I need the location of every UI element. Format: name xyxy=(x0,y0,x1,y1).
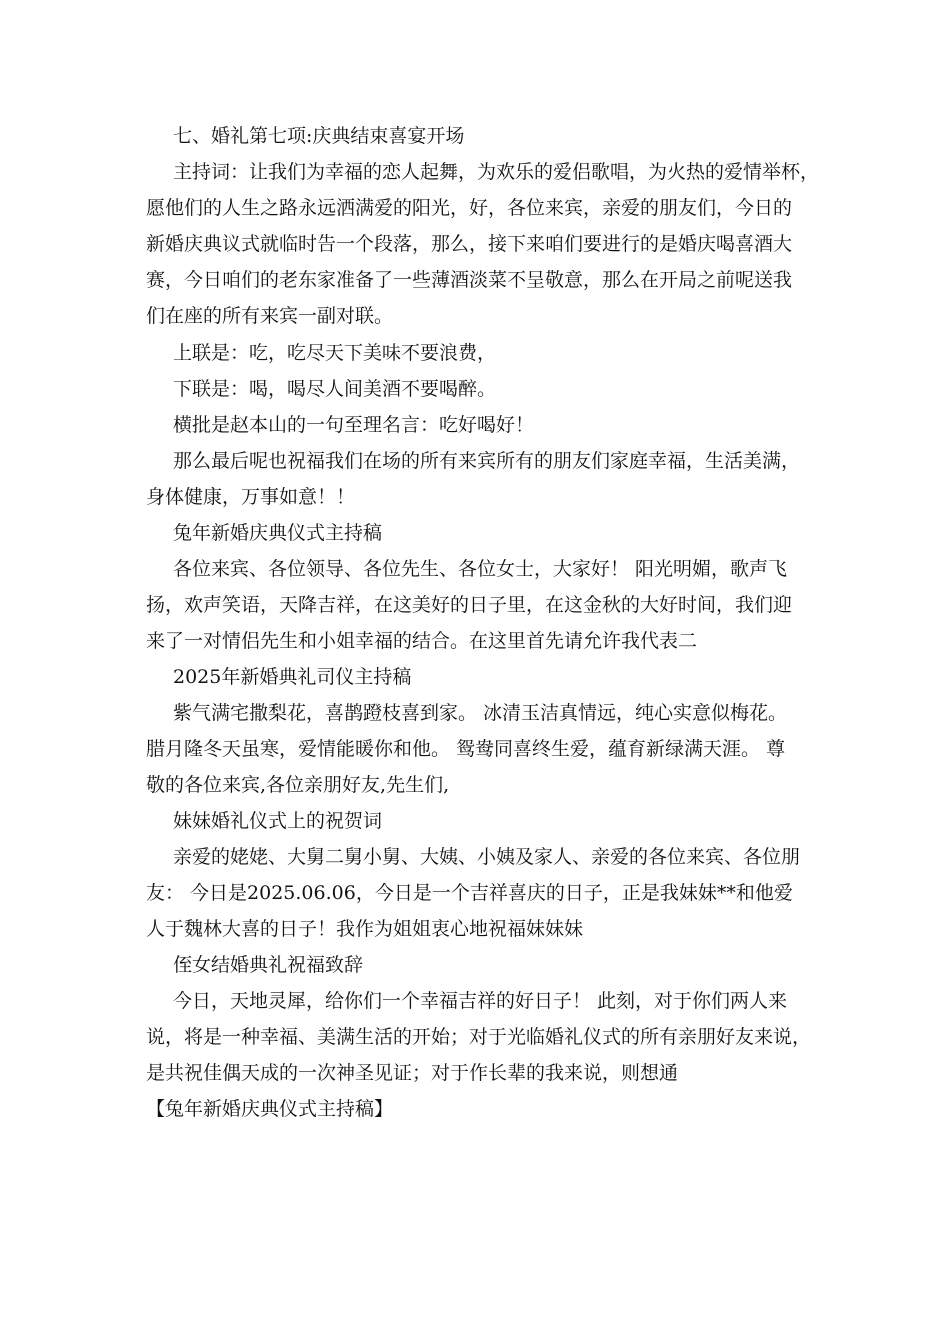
paragraph-line: 敬的各位来宾,各位亲朋好友,先生们, xyxy=(146,774,450,796)
paragraph-line: 腊月隆冬天虽寒，爱情能暖你和他。 鸳鸯同喜终生爱，蕴育新绿满天涯。 尊 xyxy=(146,738,786,760)
paragraph-line: 上联是：吃，吃尽天下美味不要浪费， xyxy=(173,342,497,364)
paragraph-line: 是共祝佳偶天成的一次神圣见证；对于作长辈的我来说，则想通 xyxy=(146,1062,679,1084)
paragraph-line: 各位来宾、各位领导、各位先生、各位女士，大家好！ 阳光明媚，歌声飞 xyxy=(173,558,788,580)
paragraph-line: 今日，天地灵犀，给你们一个幸福吉祥的好日子！ 此刻，对于你们两人来 xyxy=(173,990,788,1012)
paragraph-line: 赛，今日咱们的老东家准备了一些薄酒淡菜不呈敬意，那么在开局之前呢送我 xyxy=(146,269,793,291)
paragraph-line: 愿他们的人生之路永远洒满爱的阳光，好，各位来宾，亲爱的朋友们，今日的 xyxy=(146,197,793,219)
section-heading: 兔年新婚庆典仪式主持稿 xyxy=(173,522,383,544)
paragraph-line: 们在座的所有来宾一副对联。 xyxy=(146,305,394,327)
paragraph-line: 下联是：喝，喝尽人间美酒不要喝醉。 xyxy=(173,378,497,400)
paragraph-line: 紫气满宅撒梨花，喜鹊蹬枝喜到家。 冰清玉洁真情远，纯心实意似梅花。 xyxy=(173,702,788,724)
document-footer-title: 【兔年新婚庆典仪式主持稿】 xyxy=(146,1098,394,1120)
paragraph-line: 友： 今日是2025.06.06，今日是一个吉祥喜庆的日子，正是我妹妹**和他爱 xyxy=(146,882,793,904)
section-heading: 侄女结婚典礼祝福致辞 xyxy=(173,954,364,976)
paragraph-line: 来了一对情侣先生和小姐幸福的结合。在这里首先请允许我代表二 xyxy=(146,630,698,652)
paragraph-line: 说，将是一种幸福、美满生活的开始；对于光临婚礼仪式的所有亲朋好友来说， xyxy=(146,1026,812,1048)
paragraph-line: 横批是赵本山的一句至理名言：吃好喝好！ xyxy=(173,414,535,436)
paragraph-line: 那么最后呢也祝福我们在场的所有来宾所有的朋友们家庭幸福，生活美满， xyxy=(173,450,801,472)
section-heading: 妹妹婚礼仪式上的祝贺词 xyxy=(173,810,383,832)
section-heading: 七、婚礼第七项:庆典结束喜宴开场 xyxy=(173,125,465,147)
paragraph-line: 人于魏林大喜的日子！我作为姐姐衷心地祝福妹妹妹 xyxy=(146,918,584,940)
section-heading: 2025年新婚典礼司仪主持稿 xyxy=(173,666,412,688)
paragraph-line: 主持词：让我们为幸福的恋人起舞，为欢乐的爱侣歌唱，为火热的爱情举杯， xyxy=(173,161,820,183)
paragraph-line: 身体健康，万事如意！！ xyxy=(146,486,356,508)
paragraph-line: 新婚庆典议式就临时告一个段落，那么，接下来咱们要进行的是婚庆喝喜酒大 xyxy=(146,233,793,255)
paragraph-line: 亲爱的姥姥、大舅二舅小舅、大姨、小姨及家人、亲爱的各位来宾、各位朋 xyxy=(173,846,801,868)
paragraph-line: 扬，欢声笑语，天降吉祥，在这美好的日子里，在这金秋的大好时间，我们迎 xyxy=(146,594,793,616)
